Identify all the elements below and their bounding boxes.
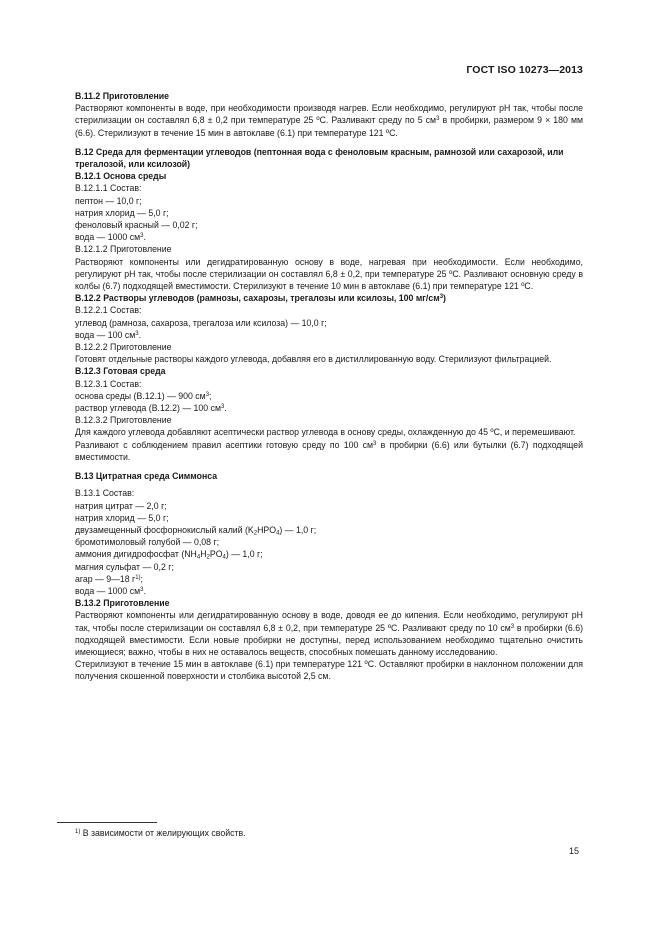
section-heading-b12-2: B.12.2 Растворы углеводов (рамнозы, сахарозы, трегалозы или ксилозы, 100 $мг/см^3$) xyxy=(75,293,446,304)
ingredient-item-water: вода — 1000 $см^3$. xyxy=(75,585,146,596)
ingredient-item: натрия хлорид — 5,0 г; xyxy=(75,207,169,218)
ingredient-item: раствор углевода (B.12.2) — 100 $см^3$. xyxy=(75,403,227,414)
document-code: ГОСТ ISO 10273—2013 xyxy=(466,64,583,76)
subsection-title-b12-2-2: B.12.2.2 Приготовление xyxy=(75,342,172,353)
section-heading-b13: B.13 Цитратная среда Симмонса xyxy=(75,471,218,482)
ingredient-item: пептон — 10,0 г; xyxy=(75,195,142,206)
subsection-title-b12-2-1: B.12.2.1 Состав: xyxy=(75,305,142,316)
ingredient-item: бромотимоловый голубой — 0,08 г; xyxy=(75,537,220,548)
subsection-title-b13-1: B.13.1 Состав: xyxy=(75,488,135,499)
ingredient-item: натрия хлорид — 5,0 г; xyxy=(75,512,169,523)
ingredient-item-water: вода — 1000 $см^3$. xyxy=(75,232,146,243)
ingredient-item: двузамещенный фосфорнокислый калий $(K_2HPO_4)$ — 1,0 г; xyxy=(75,524,317,537)
ingredient-item: натрия цитрат — 2,0 г; xyxy=(75,500,167,511)
ingredient-item: магния сульфат — 0,2 г; xyxy=(75,561,174,572)
ingredient-item: аммония дигидрофосфат $(NH_4H_2PO_4)$ — 1,0 г; xyxy=(75,549,263,561)
paragraph-b13-2-1: Растворяют компоненты или дегидратированную основу в воде, доводя ее до кипения. Если необходимо, регулируют pH так, чтобы после стерилизации он составлял 6,8 ± 0,2, при температуре 25 ºС. Разливают среду по 10 $см^3$ в пробирки (6.6) подходящей вместимости. Если новые пробирки не доступны, перед использованием необходимо тщательно очистить имеющиеся; важно, чтобы в них не оставалось веществ, способных помешать данному исследованию. xyxy=(75,610,583,657)
ingredient-item-agar: агар — 9—18 $г^{1)}$; xyxy=(75,573,143,584)
ingredient-item-water: вода — 100 $см^3$. xyxy=(75,329,142,340)
paragraph-b12-3-2-2: Разливают с соблюдением правил асептики готовую среду по 100 $см^3$ в пробирки (6.6) или бутылки (6.7) подходящей вместимости. xyxy=(75,439,583,462)
page-content xyxy=(57,90,583,683)
paragraph-b12-2-2: Готовят отдельные растворы каждого углевода, добавляя его в дистиллированную воду. Стерилизуют фильтрацией. xyxy=(75,354,552,365)
section-heading-b12-3: B.12.3 Готовая среда xyxy=(75,366,166,377)
paragraph-b11-2: Растворяют компоненты в воде, при необходимости производя нагрев. Если необходимо, регулируют pH так, чтобы после стерилизации он составлял 6,8 ± 0,2 при температуре 25 ºС. Разливают среду по 5 $см^3$ в пробирки, размером 9 × 180 мм (6.6). Стерилизуют в течение 15 мин в автоклаве (6.1) при температуре 121 ºС. xyxy=(75,103,583,138)
paragraph-b12-1-2: Растворяют компоненты или дегидратированную основу в воде, нагревая при необходимости. Если необходимо, регулируют pH так, чтобы после стерилизации он составлял 6,8 ± 0,2, при температуре 25 ºС. Разливают основную среду в колбы (6.7) подходящей вместимости. Стерилизуют в течение 10 мин в автоклаве (6.1) при температуре 121 ºС. xyxy=(75,256,583,292)
section-heading-b12-1: B.12.1 Основа среды xyxy=(75,171,167,182)
subsection-title-b12-3-1: B.12.3.1 Состав: xyxy=(75,378,142,389)
footnote: $^{1)}$ В зависимости от желирующих свойств. xyxy=(75,828,246,838)
ingredient-item: феноловый красный — 0,02 г; xyxy=(75,220,198,231)
ingredient-item: основа среды (B.12.1) — 900 $см^3$; xyxy=(75,390,212,401)
subsection-title-b12-3-2: B.12.3.2 Приготовление xyxy=(75,415,172,426)
section-heading-b13-2: B.13.2 Приготовление xyxy=(75,598,170,609)
footnote-divider xyxy=(57,822,157,823)
subsection-title-b12-1-1: B.12.1.1 Состав: xyxy=(75,183,142,194)
section-heading-b12: B.12 Среда для ферментации углеводов (пептонная вода с феноловым красным, рамнозой или сахарозой, или трегалозой, или ксилозой) xyxy=(75,146,564,170)
subsection-title-b12-1-2: B.12.1.2 Приготовление xyxy=(75,244,172,255)
page-number: 15 xyxy=(568,846,579,856)
paragraph-b12-3-2-1: Для каждого углевода добавляют асептически раствор углевода в основу среды, охлажденную до 45 ºС, и перемешивают. xyxy=(75,427,576,438)
section-heading-b11-2: B.11.2 Приготовление xyxy=(75,91,170,101)
ingredient-item: углевод (рамноза, сахароза, трегалоза или ксилоза) — 10,0 г; xyxy=(75,317,327,328)
paragraph-b13-2-2: Стерилизуют в течение 15 мин в автоклаве (6.1) при температуре 121 ºС. Оставляют пробирки в наклонном положении для получения скошенной поверхности и столбика высотой 2,5 см. xyxy=(75,659,583,682)
